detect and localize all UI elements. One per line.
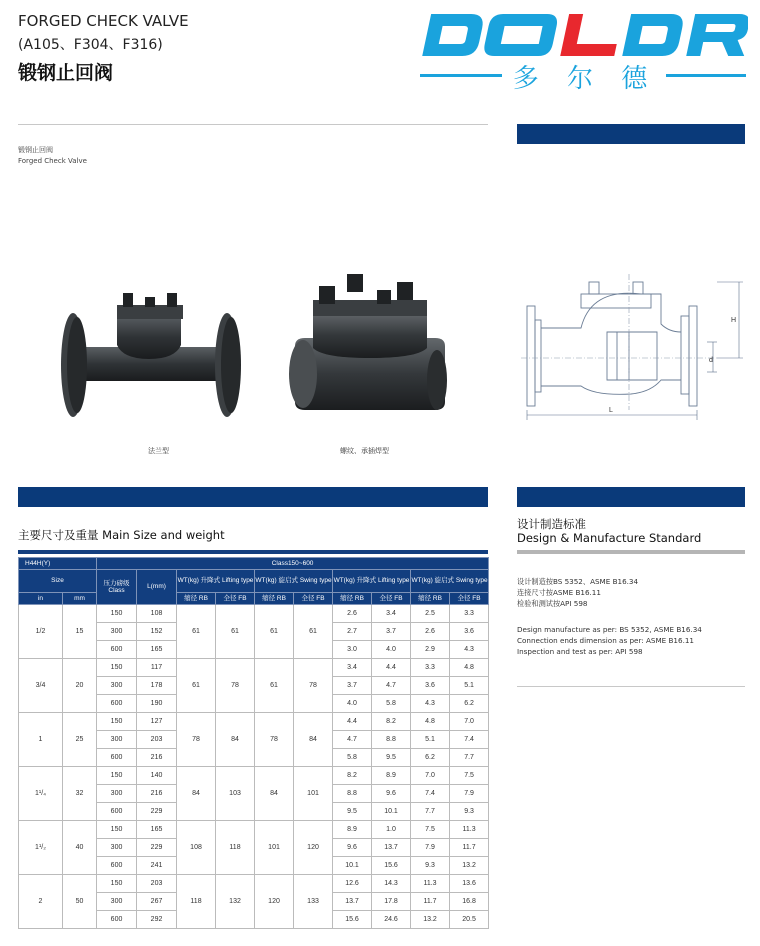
divider: [18, 124, 488, 125]
weight-cell: 3.4: [372, 605, 411, 623]
length-header: L(mm): [137, 570, 177, 605]
weight-cell: 11.7: [411, 893, 450, 911]
standard-en-line: Design manufacture as per: BS 5352, ASME B16.34: [517, 625, 702, 634]
length-cell: 229: [137, 839, 177, 857]
flange-caption: 法兰型: [148, 447, 169, 455]
weight-cell: 3.0: [333, 641, 372, 659]
wt-swing-header: WT(kg) 旋启式 Swing type: [255, 570, 333, 593]
size-in-cell: 1¹/₄: [19, 767, 63, 821]
weight-cell: 7.7: [450, 749, 489, 767]
weight-cell: 3.7: [372, 623, 411, 641]
weight-cell: 6.2: [450, 695, 489, 713]
weight-cell: 2.9: [411, 641, 450, 659]
weight-cell: 4.3: [411, 695, 450, 713]
weight-cell: 24.6: [372, 911, 411, 929]
class-cell: 600: [97, 695, 137, 713]
length-cell: 152: [137, 623, 177, 641]
weight-cell: 12.6: [333, 875, 372, 893]
brand-cn-name: 多 尔 德: [512, 64, 658, 94]
weight-cell: 9.5: [333, 803, 372, 821]
weight-cell: 2.6: [333, 605, 372, 623]
weight-cell: 7.4: [450, 731, 489, 749]
weight-cell: 4.0: [372, 641, 411, 659]
page-title-cn: 锻钢止回阀: [18, 62, 114, 84]
class-cell: 150: [97, 821, 137, 839]
size-header: Size: [19, 570, 97, 593]
threaded-valve-image: [285, 268, 455, 428]
weight-cell: 9.6: [372, 785, 411, 803]
size-in-cell: 1/2: [19, 605, 63, 659]
size-mm-cell: 15: [63, 605, 97, 659]
table-row: [19, 767, 489, 785]
weight-cell: 101: [294, 767, 333, 821]
rb-header: 缩径 RB: [333, 593, 372, 605]
length-cell: 117: [137, 659, 177, 677]
standard-cn-line: 设计制造按BS 5352、ASME B16.34: [517, 577, 639, 586]
weight-cell: 4.7: [333, 731, 372, 749]
class-cell: 600: [97, 803, 137, 821]
weight-cell: 133: [294, 875, 333, 929]
weight-cell: 61: [255, 605, 294, 659]
weight-cell: 108: [177, 821, 216, 875]
class-cell: 150: [97, 767, 137, 785]
class-cell: 600: [97, 857, 137, 875]
weight-cell: 61: [177, 659, 216, 713]
weight-cell: 84: [294, 713, 333, 767]
class-cell: 300: [97, 677, 137, 695]
weight-cell: 61: [294, 605, 333, 659]
size-section-title: 主要尺寸及重量 Main Size and weight: [18, 528, 225, 542]
section-bar-standard: [517, 487, 745, 507]
weight-cell: 15.6: [372, 857, 411, 875]
weight-cell: 61: [255, 659, 294, 713]
weight-cell: 132: [216, 875, 255, 929]
fb-header: 全径 FB: [450, 593, 489, 605]
weight-cell: 5.8: [333, 749, 372, 767]
weight-cell: 11.3: [411, 875, 450, 893]
weight-cell: 3.7: [333, 677, 372, 695]
wt-lift-header: WT(kg) 升降式 Lifting type: [177, 570, 255, 593]
weight-cell: 7.5: [450, 767, 489, 785]
fb-header: 全径 FB: [294, 593, 333, 605]
valve-dimension-drawing: [517, 270, 745, 430]
weight-cell: 9.6: [333, 839, 372, 857]
weight-cell: 6.2: [411, 749, 450, 767]
class-cell: 600: [97, 911, 137, 929]
standard-en-list: [517, 624, 745, 657]
weight-cell: 8.9: [333, 821, 372, 839]
weight-cell: 9.3: [411, 857, 450, 875]
size-in-cell: 3/4: [19, 659, 63, 713]
size-weight-table: [18, 557, 489, 929]
weight-cell: 78: [294, 659, 333, 713]
standard-cn-line: 连接尺寸按ASME B16.11: [517, 588, 601, 597]
dimension-d-label: d: [709, 357, 713, 364]
brand-logo: [418, 10, 748, 100]
weight-cell: 4.4: [372, 659, 411, 677]
weight-cell: 3.3: [450, 605, 489, 623]
weight-cell: 7.7: [411, 803, 450, 821]
weight-cell: 8.9: [372, 767, 411, 785]
table-row: [19, 821, 489, 839]
length-cell: 292: [137, 911, 177, 929]
size-mm-cell: 40: [63, 821, 97, 875]
weight-cell: 11.3: [450, 821, 489, 839]
weight-cell: 7.0: [411, 767, 450, 785]
weight-cell: 84: [255, 767, 294, 821]
wt-lift-header-2: WT(kg) 升降式 Lifting type: [333, 570, 411, 593]
size-mm-cell: 20: [63, 659, 97, 713]
weight-cell: 84: [177, 767, 216, 821]
weight-cell: 2.7: [333, 623, 372, 641]
standard-title-cn: 设计制造标准: [517, 517, 586, 531]
weight-cell: 15.6: [333, 911, 372, 929]
weight-cell: 2.5: [411, 605, 450, 623]
class-cell: 150: [97, 875, 137, 893]
weight-cell: 101: [255, 821, 294, 875]
model-cell: H44H(Y): [19, 558, 97, 570]
length-cell: 108: [137, 605, 177, 623]
section-bar-size: [18, 487, 488, 507]
weight-cell: 5.8: [372, 695, 411, 713]
weight-cell: 10.1: [372, 803, 411, 821]
rb-header: 缩径 RB: [411, 593, 450, 605]
weight-cell: 3.6: [411, 677, 450, 695]
class-cell: 300: [97, 785, 137, 803]
weight-cell: 16.8: [450, 893, 489, 911]
weight-cell: 8.8: [372, 731, 411, 749]
length-cell: 203: [137, 731, 177, 749]
weight-cell: 5.1: [450, 677, 489, 695]
mm-header: mm: [63, 593, 97, 605]
weight-cell: 5.1: [411, 731, 450, 749]
length-cell: 216: [137, 749, 177, 767]
weight-cell: 84: [216, 713, 255, 767]
size-mm-cell: 32: [63, 767, 97, 821]
length-cell: 267: [137, 893, 177, 911]
standard-cn-line: 检验和测试按API 598: [517, 599, 588, 608]
size-mm-cell: 50: [63, 875, 97, 929]
wt-swing-header-2: WT(kg) 旋启式 Swing type: [411, 570, 489, 593]
weight-cell: 61: [216, 605, 255, 659]
fb-header: 全径 FB: [372, 593, 411, 605]
weight-cell: 13.6: [450, 875, 489, 893]
weight-cell: 7.5: [411, 821, 450, 839]
weight-cell: 8.2: [333, 767, 372, 785]
weight-cell: 9.5: [372, 749, 411, 767]
length-cell: 127: [137, 713, 177, 731]
table-row: [19, 875, 489, 893]
weight-cell: 3.3: [411, 659, 450, 677]
size-in-cell: 1: [19, 713, 63, 767]
page-title-en: FORGED CHECK VALVE: [18, 12, 189, 30]
length-cell: 178: [137, 677, 177, 695]
weight-cell: 11.7: [450, 839, 489, 857]
standard-cn-list: [517, 576, 745, 609]
weight-cell: 4.8: [450, 659, 489, 677]
table-row: [19, 605, 489, 623]
weight-cell: 7.9: [411, 839, 450, 857]
weight-cell: 20.5: [450, 911, 489, 929]
table-row: [19, 713, 489, 731]
class-header: 压力磅级 Class: [97, 570, 137, 605]
weight-cell: 3.6: [450, 623, 489, 641]
standard-en-line: Connection ends dimension as per: ASME B16.11: [517, 636, 695, 645]
weight-cell: 10.1: [333, 857, 372, 875]
weight-cell: 3.4: [333, 659, 372, 677]
table-row: [19, 659, 489, 677]
product-name-en: Forged Check Valve: [18, 157, 87, 165]
table-top-rule: [18, 550, 488, 554]
weight-cell: 4.0: [333, 695, 372, 713]
size-in-cell: 2: [19, 875, 63, 929]
length-cell: 241: [137, 857, 177, 875]
weight-cell: 61: [177, 605, 216, 659]
weight-cell: 13.2: [450, 857, 489, 875]
length-cell: 229: [137, 803, 177, 821]
flange-valve-image: [55, 285, 245, 425]
class-cell: 600: [97, 749, 137, 767]
weight-cell: 120: [255, 875, 294, 929]
section-bar: [517, 124, 745, 144]
length-cell: 216: [137, 785, 177, 803]
dimension-L-label: L: [609, 407, 613, 414]
class-cell: 150: [97, 659, 137, 677]
weight-cell: 78: [216, 659, 255, 713]
class-cell: 300: [97, 731, 137, 749]
material-list: (A105、F304、F316): [18, 37, 163, 53]
weight-cell: 7.0: [450, 713, 489, 731]
weight-cell: 78: [255, 713, 294, 767]
length-cell: 203: [137, 875, 177, 893]
weight-cell: 17.8: [372, 893, 411, 911]
weight-cell: 4.4: [333, 713, 372, 731]
weight-cell: 13.2: [411, 911, 450, 929]
weight-cell: 1.0: [372, 821, 411, 839]
class-range-cell: Class150~600: [97, 558, 489, 570]
dimension-H-label: H: [731, 317, 737, 324]
length-cell: 165: [137, 641, 177, 659]
weight-cell: 7.9: [450, 785, 489, 803]
size-mm-cell: 25: [63, 713, 97, 767]
rb-header: 缩径 RB: [255, 593, 294, 605]
weight-cell: 14.3: [372, 875, 411, 893]
weight-cell: 78: [177, 713, 216, 767]
weight-cell: 13.7: [372, 839, 411, 857]
class-cell: 300: [97, 839, 137, 857]
weight-cell: 2.6: [411, 623, 450, 641]
standard-rule: [517, 550, 745, 554]
standard-en-line: Inspection and test as per: API 598: [517, 647, 643, 656]
weight-cell: 9.3: [450, 803, 489, 821]
weight-cell: 8.2: [372, 713, 411, 731]
weight-cell: 8.8: [333, 785, 372, 803]
weight-cell: 118: [216, 821, 255, 875]
class-cell: 150: [97, 713, 137, 731]
weight-cell: 118: [177, 875, 216, 929]
size-in-cell: 1¹/₂: [19, 821, 63, 875]
product-name-cn: 锻钢止回阀: [18, 146, 53, 154]
weight-cell: 103: [216, 767, 255, 821]
thread-caption: 螺纹、承插焊型: [340, 447, 389, 455]
fb-header: 全径 FB: [216, 593, 255, 605]
weight-cell: 7.4: [411, 785, 450, 803]
weight-cell: 4.8: [411, 713, 450, 731]
standard-bottom-rule: [517, 686, 745, 687]
length-cell: 165: [137, 821, 177, 839]
class-cell: 300: [97, 623, 137, 641]
weight-cell: 4.7: [372, 677, 411, 695]
class-cell: 600: [97, 641, 137, 659]
in-header: in: [19, 593, 63, 605]
weight-cell: 13.7: [333, 893, 372, 911]
standard-title-en: Design & Manufacture Standard: [517, 531, 702, 545]
class-cell: 150: [97, 605, 137, 623]
class-cell: 300: [97, 893, 137, 911]
weight-cell: 4.3: [450, 641, 489, 659]
weight-cell: 120: [294, 821, 333, 875]
length-cell: 190: [137, 695, 177, 713]
length-cell: 140: [137, 767, 177, 785]
rb-header: 缩径 RB: [177, 593, 216, 605]
